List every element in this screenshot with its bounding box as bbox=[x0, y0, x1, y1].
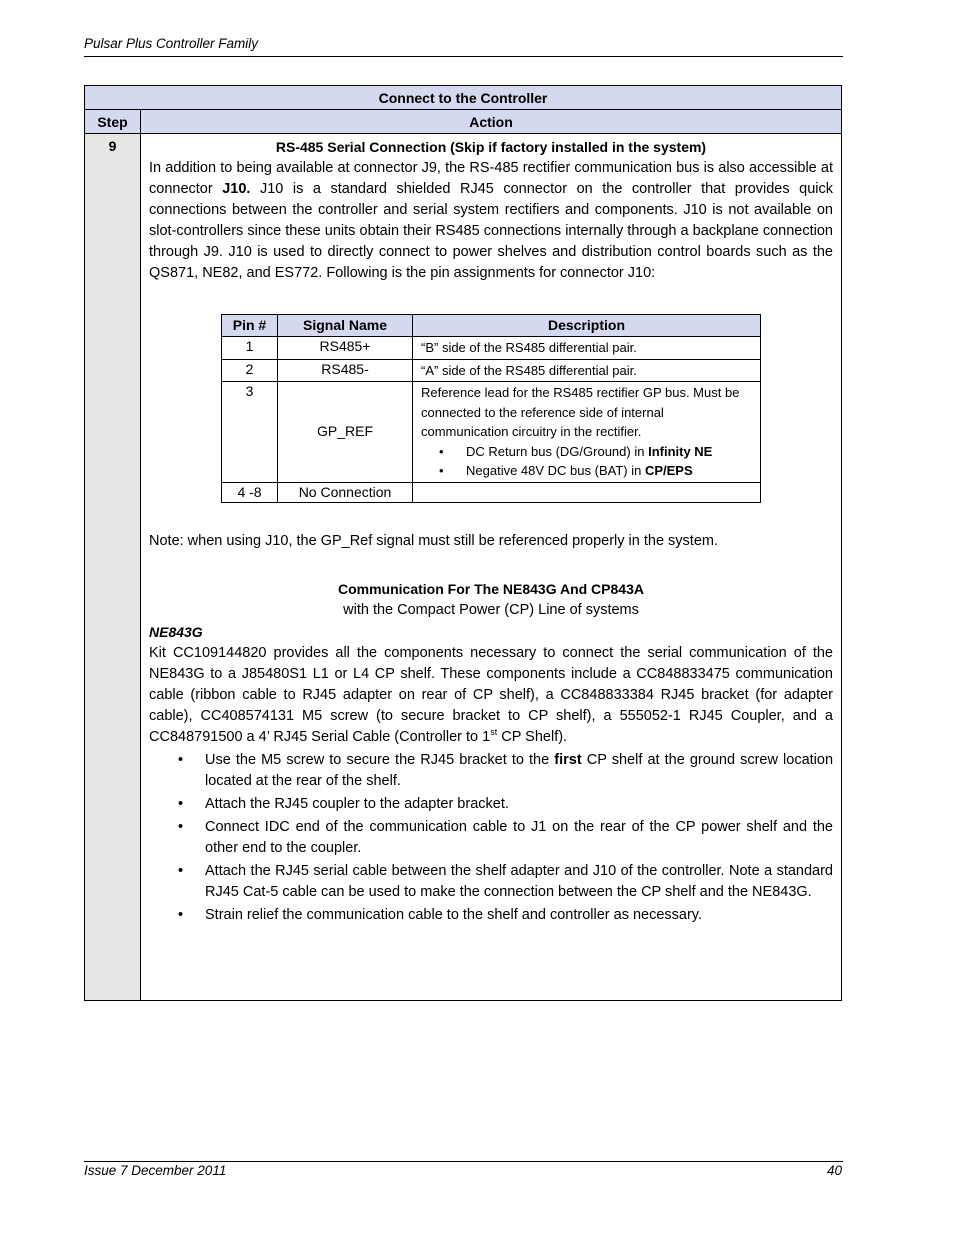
description-text: Reference lead for the RS485 rectifier GP bus. Must be connected to the reference side of internal communication circuitry in the rectifier. bbox=[421, 385, 740, 439]
intro-paragraph: In addition to being available at connector J9, the RS-485 rectifier communication bus is also accessible at connector J10. J10 is a standard shielded RJ45 connector on the controller that provides quick connections between the controller and serial system rectifiers and components. J10 is not available on slot-controllers since these units obtain their RS485 connections internally through a backplane connection through J9. J10 is used to directly connect to power shelves and distribution control boards such as the QS871, NE82, and ES772. Following is the pin assignments for connector J10: bbox=[149, 160, 833, 281]
instruction-list bbox=[149, 750, 833, 926]
communication-subtitle: with the Compact Power (CP) Line of systems bbox=[343, 601, 639, 618]
list-item: • Use the M5 screw to secure the RJ45 bracket to the first CP shelf at the ground screw location located at the rear of the shelf. bbox=[205, 750, 833, 792]
header-rule bbox=[84, 56, 843, 57]
note-text: Note: when using J10, the GP_Ref signal must still be referenced properly in the system. bbox=[149, 532, 719, 549]
running-header: Pulsar Plus Controller Family bbox=[84, 36, 259, 51]
step-number: 9 bbox=[85, 134, 141, 1001]
list-item: • Negative 48V DC bus (BAT) in CP/EPS bbox=[466, 461, 752, 481]
page-number: 40 bbox=[826, 1163, 842, 1178]
footer-rule bbox=[84, 1161, 843, 1162]
table-row bbox=[222, 337, 761, 360]
ne843g-heading: NE843G bbox=[149, 623, 203, 640]
list-item: • Strain relief the communication cable to the shelf and controller as necessary. bbox=[205, 905, 833, 926]
footer-issue: Issue 7 December 2011 bbox=[84, 1163, 227, 1178]
pin-assignment-table bbox=[221, 314, 761, 503]
column-header-action: Action bbox=[141, 110, 842, 134]
kit-paragraph: Kit CC109144820 provides all the components necessary to connect the serial communication of the NE843G to a J85480S1 L1 or L4 CP shelf. These components include a CC848833475 communication cable (ribbon cable to RJ45 adapter on rear of CP shelf), a CC848833384 RJ45 bracket (for adapter cable), CC408574131 M5 screw (to secure bracket to CP shelf), a 555052-1 RJ45 Coupler, and a CC848791500 a 4’ RJ45 Serial Cable (Controller to 1st CP Shelf). bbox=[149, 644, 833, 745]
pin-cell: 1 bbox=[222, 337, 278, 360]
pin-cell: 3 bbox=[222, 382, 278, 483]
signal-cell: RS485+ bbox=[278, 337, 413, 360]
description-cell bbox=[413, 382, 761, 483]
list-item: • DC Return bus (DG/Ground) in Infinity NE bbox=[466, 442, 752, 462]
table-row bbox=[222, 359, 761, 382]
action-cell bbox=[141, 134, 842, 1001]
table-row bbox=[222, 482, 761, 502]
table-row bbox=[222, 382, 761, 483]
list-item: • Attach the RJ45 coupler to the adapter bracket. bbox=[205, 794, 833, 815]
list-item: • Connect IDC end of the communication cable to J1 on the rear of the CP power shelf and the other end to the coupler. bbox=[205, 817, 833, 859]
table-title: Connect to the Controller bbox=[85, 86, 842, 110]
description-column-header: Description bbox=[413, 315, 761, 337]
description-cell: “B” side of the RS485 differential pair. bbox=[413, 337, 761, 360]
pin-cell: 2 bbox=[222, 359, 278, 382]
description-cell bbox=[413, 482, 761, 502]
signal-column-header: Signal Name bbox=[278, 315, 413, 337]
signal-cell: GP_REF bbox=[278, 382, 413, 483]
list-item: • Attach the RJ45 serial cable between the shelf adapter and J10 of the controller. Note a standard RJ45 Cat-5 cable can be used to make the connection between the CP shelf and the NE843G. bbox=[205, 861, 833, 903]
signal-cell: No Connection bbox=[278, 482, 413, 502]
pin-column-header: Pin # bbox=[222, 315, 278, 337]
signal-cell: RS485- bbox=[278, 359, 413, 382]
pin-cell: 4 -8 bbox=[222, 482, 278, 502]
communication-title: Communication For The NE843G And CP843A bbox=[338, 580, 644, 597]
column-header-step: Step bbox=[85, 110, 141, 134]
description-cell: “A” side of the RS485 differential pair. bbox=[413, 359, 761, 382]
section-title: RS-485 Serial Connection (Skip if factory installed in the system) bbox=[275, 139, 707, 155]
procedure-table bbox=[84, 85, 842, 1001]
